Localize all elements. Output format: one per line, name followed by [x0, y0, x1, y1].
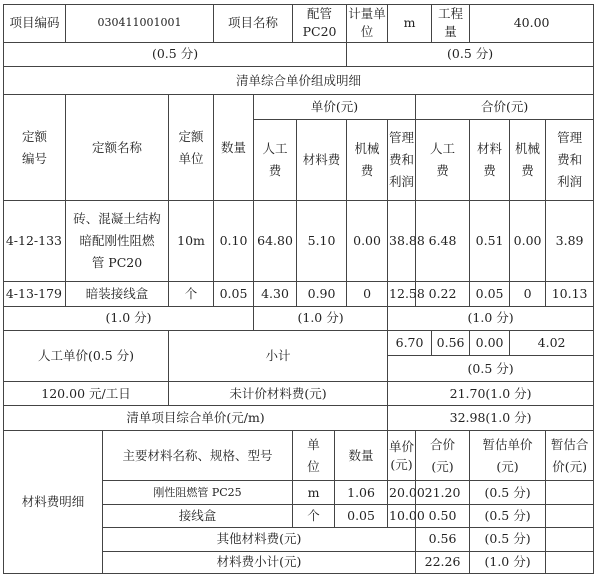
qty-value: 40.00: [470, 5, 594, 43]
row1-machine: 0.00: [347, 201, 388, 282]
material1-price: 20.00: [388, 481, 416, 504]
quota-breakdown-table: [3, 4, 594, 574]
row2-total-material: 0.05: [470, 282, 510, 306]
materials-h-price: 单价(元): [388, 430, 416, 481]
col-quantity: 数量: [214, 95, 254, 201]
row1-total-labor: 6.48: [416, 201, 470, 282]
subtotal-mgmt: 4.02: [510, 331, 594, 356]
other-materials-total: 0.56: [416, 528, 470, 551]
material1-qty: 1.06: [335, 481, 388, 504]
material1-unit: m: [293, 481, 335, 504]
material2-total: 0.50: [416, 504, 470, 527]
col-total-price-group: 合价(元): [416, 95, 594, 119]
material1-name: 刚性阻燃管 PC25: [103, 481, 293, 504]
row2-mgmt: 12.58: [388, 282, 416, 306]
materials-subtotal-label: 材料费小计(元): [103, 551, 416, 574]
materials-h-est-price: 暂估单价 (元): [470, 430, 546, 481]
subtotal-labor: 6.70: [388, 331, 432, 356]
material1-est: (0.5 分): [470, 481, 546, 504]
section-title: 清单综合单价组成明细: [4, 66, 594, 94]
material1-est-total: [546, 481, 594, 504]
unit-value: m: [388, 5, 432, 43]
materials-subtotal-est-total: [546, 551, 594, 574]
score-left: (0.5 分): [4, 42, 347, 66]
name-label: 项目名称: [214, 5, 293, 43]
row1-material: 5.10: [297, 201, 347, 282]
materials-header-row: [4, 430, 594, 481]
labor-rate-row: [4, 381, 594, 405]
subtotal-row: [4, 331, 594, 356]
row1-mgmt: 38.88: [388, 201, 416, 282]
row1-unit: 10m: [169, 201, 214, 282]
col-quota-name: 定额名称: [66, 95, 169, 201]
row2-labor: 4.30: [254, 282, 297, 306]
materials-section-label: 材料费明细: [4, 430, 103, 573]
row2-qty: 0.05: [214, 282, 254, 306]
row2-machine: 0: [347, 282, 388, 306]
material2-name: 接线盒: [103, 504, 293, 527]
material2-unit: 个: [293, 504, 335, 527]
row2-total-machine: 0: [510, 282, 546, 306]
row2-total-mgmt: 10.13: [546, 282, 594, 306]
row1-no: 4-12-133: [4, 201, 66, 282]
col-quota-unit: 定额 单位: [169, 95, 214, 201]
score-right: (0.5 分): [347, 42, 594, 66]
unit-label: 计量单位: [347, 5, 388, 43]
row1-labor: 64.80: [254, 201, 297, 282]
row2-material: 0.90: [297, 282, 347, 306]
labor-rate: 120.00 元/工日: [4, 381, 169, 405]
col-total-labor: 人工 费: [416, 119, 470, 200]
composite-row: [4, 406, 594, 430]
header-row: [4, 5, 594, 43]
material2-est: (0.5 分): [470, 504, 546, 527]
row1-total-mgmt: 3.89: [546, 201, 594, 282]
subtotal-label: 小计: [169, 331, 388, 382]
other-materials-est: (0.5 分): [470, 528, 546, 551]
material2-price: 10.00: [388, 504, 416, 527]
material2-est-total: [546, 504, 594, 527]
row2-no: 4-13-179: [4, 282, 66, 306]
other-materials-label: 其他材料费(元): [103, 528, 416, 551]
materials-h-unit: 单 位: [293, 430, 335, 481]
composite-label: 清单项目综合单价(元/m): [4, 406, 388, 430]
materials-h-name: 主要材料名称、规格、型号: [103, 430, 293, 481]
header-score-row: [4, 42, 594, 66]
material1-total: 21.20: [416, 481, 470, 504]
materials-h-total: 合价 (元): [416, 430, 470, 481]
material2-qty: 0.05: [335, 504, 388, 527]
subtotal-material: 0.56: [432, 331, 470, 356]
section-title-row: [4, 66, 594, 94]
code-value: 030411001001: [66, 5, 214, 43]
qty-label: 工程量: [432, 5, 470, 43]
score-row: [4, 306, 594, 330]
code-label: 项目编码: [4, 5, 66, 43]
col-labor: 人工 费: [254, 119, 297, 200]
col-total-material: 材料 费: [470, 119, 510, 200]
materials-subtotal-est: (1.0 分): [470, 551, 546, 574]
labor-price-label: 人工单价(0.5 分): [4, 331, 169, 382]
col-mgmt: 管理 费和 利润: [388, 119, 416, 200]
subtotal-score: (0.5 分): [388, 356, 594, 381]
col-unit-price-group: 单价(元): [254, 95, 416, 119]
other-materials-est-total: [546, 528, 594, 551]
score-a: (1.0 分): [4, 306, 254, 330]
row1-name: 砖、混凝土结构 暗配刚性阻燃 管 PC20: [66, 201, 169, 282]
col-quota-no: 定额 编号: [4, 95, 66, 201]
row2-total-labor: 0.22: [416, 282, 470, 306]
score-c: (1.0 分): [388, 306, 594, 330]
table-row: [4, 201, 594, 282]
row1-total-material: 0.51: [470, 201, 510, 282]
column-group-row: [4, 95, 594, 119]
row2-name: 暗装接线盒: [66, 282, 169, 306]
name-value: 配管 PC20: [293, 5, 347, 43]
score-b: (1.0 分): [254, 306, 388, 330]
materials-subtotal-total: 22.26: [416, 551, 470, 574]
table-row: [4, 282, 594, 306]
col-total-mgmt: 管理 费和 利润: [546, 119, 594, 200]
row2-unit: 个: [169, 282, 214, 306]
unpriced-value: 21.70(1.0 分): [388, 381, 594, 405]
row1-total-machine: 0.00: [510, 201, 546, 282]
col-material: 材料费: [297, 119, 347, 200]
composite-value: 32.98(1.0 分): [388, 406, 594, 430]
col-machine: 机械 费: [347, 119, 388, 200]
subtotal-machine: 0.00: [470, 331, 510, 356]
row1-qty: 0.10: [214, 201, 254, 282]
materials-h-est-total: 暂估合 价(元): [546, 430, 594, 481]
unpriced-label: 未计价材料费(元): [169, 381, 388, 405]
materials-h-qty: 数量: [335, 430, 388, 481]
col-total-machine: 机械 费: [510, 119, 546, 200]
